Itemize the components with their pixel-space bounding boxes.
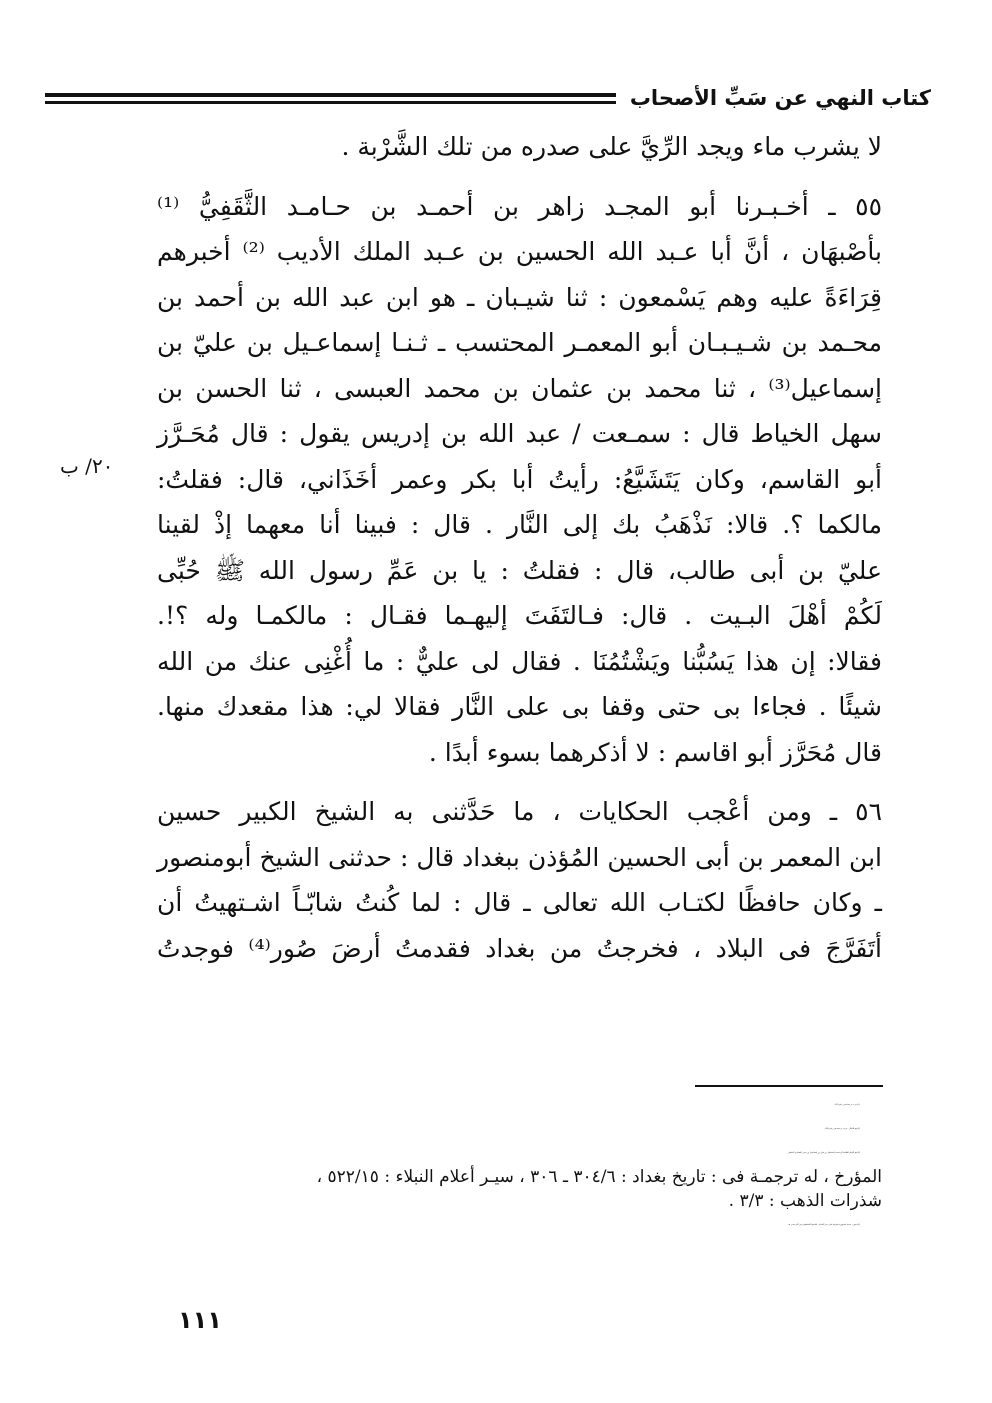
- paragraph-gap: [157, 775, 882, 789]
- text-line: أتَفَرَّجَ فى البلاد ، فخرجتُ من بغداد فقدمتُ أرضَ صُور⁽⁴⁾ فوجدتُ: [157, 933, 882, 963]
- manuscript-folio-note: ٢٠/ ب: [60, 454, 114, 478]
- footnotes: [157, 1093, 882, 1237]
- main-text: [157, 124, 882, 971]
- text-line: ٥٦ ـ ومن أعْجب الحكايات ، ما حَدَّثنى به الشيخ الكبير حسين: [157, 797, 882, 826]
- footnote-separator: [695, 1085, 883, 1087]
- header-rule-thin: [45, 101, 616, 104]
- text-line: ٥٥ ـ أخـبـرنا أبو المجـد زاهر بن أحمـد بن حـامـد الثَّقَفِيُّ ⁽¹⁾: [157, 191, 882, 221]
- text-line: فقالا: إن هذا يَسُبُّنا ويَشْتُمُنَا . فقال لى عليٌّ : ما أُغْنِى عنك من الله: [157, 646, 882, 676]
- footnote: (٢) هو الخلال ، مرت ترجمته فى رقم (٢٣) .: [823, 1128, 860, 1130]
- text-line: بأصْبهَان ، أنَّ أبا عـبد الله الحسين بن عـبد الملك الأديب ⁽²⁾ أخبرهم: [157, 237, 882, 266]
- text-line: ـ وكان حافظًا لكتـاب الله تعالى ـ قال : لما كُنتُ شابّـاً اشـتهيتُ أن: [157, 888, 882, 917]
- footnote-continuation: المؤرخ ، له ترجمـة فى : تاريخ بغداد : ٣٠٤/٦ ـ ٣٠٦ ، سيـر أعلام النبلاء : ٥٢٢/١٥ ،: [316, 1167, 882, 1187]
- text-line: مالكما ؟. قالا: نَذْهَبُ بك إلى النَّار . قال : فبينا أنا معهما إذْ لقينا: [157, 510, 882, 539]
- text-line: قال مُحَرَّز أبو اقاسم : لا أذكرهما بسوء أبدًا .: [428, 737, 882, 767]
- paragraph-gap: [157, 170, 882, 184]
- running-header: [45, 78, 945, 118]
- header-rule-thick: [45, 93, 616, 97]
- text-line: ابن المعمر بن أبى الحسين المُؤذن ببغداد قال : حدثنى الشيخ أبومنصور: [157, 842, 882, 872]
- text-line: محـمد بن شـيـبـان أبو المعمـر المحتسب ـ ثـنـا إسماعـيل بن عليّ بن: [157, 328, 882, 357]
- page-number: ١١١: [178, 1306, 222, 1334]
- text-line: إسماعيل⁽³⁾ ، ثنا محمد بن عثمان بن محمد العبسى ، ثنا الحسن بن: [157, 373, 882, 403]
- footnote: (٤) صور : مدينة مشهورة مشرفة على بحر الشـام ، افتتحها المسلمون فى أيام عمـر =: [788, 1224, 860, 1226]
- text-line: لَكُمْ أهْلَ البـيت . قال: فـالتَفَتَ إليهـما فقـال : مالكمـا وله ؟!.: [157, 601, 882, 630]
- text-line: شيئًا . فجاءا بى حتى وقفا بى على النَّار فقالا لي: هذا مقعدك منها.: [157, 692, 882, 721]
- text-line: عليّ بن أبى طالب، قال : فقلتُ : يا بن عَمِّ رسول الله ﷺ حُبِّى: [157, 555, 882, 585]
- text-line: لا يشرب ماء ويجد الرِّيَّ على صدره من تلك الشَّرْبة .: [341, 132, 882, 161]
- footnote: (٣) هو الإمام العلامة أبو محمد إسماعيل بن على بن إسماعيل بن يحيى البغدادى الخطيى: [787, 1152, 860, 1154]
- header-rule: [45, 93, 616, 104]
- text-line: سهل الخياط قال : سمـعت / عبد الله بن إدريس يقول : قال مُحَـرَّز: [157, 419, 882, 448]
- footnote: (١) مرت ترجمته فى رقم (٢٣) .: [833, 1104, 860, 1106]
- text-line: قِرَاءَةً عليه وهم يَسْمعون : ثنا شيـبان ـ هو ابن عبد الله بن أحمد بن: [157, 282, 882, 312]
- footnote-continuation: شذرات الذهب : ٣/٣ .: [728, 1191, 882, 1211]
- text-line: أبو القاسم، وكان يَتَشَيَّعُ: رأيتُ أبا بكر وعمر أخَذَاني، قال: فقلتُ:: [157, 464, 882, 494]
- header-title: كتاب النهي عن سَبِّ الأصحاب: [629, 86, 931, 110]
